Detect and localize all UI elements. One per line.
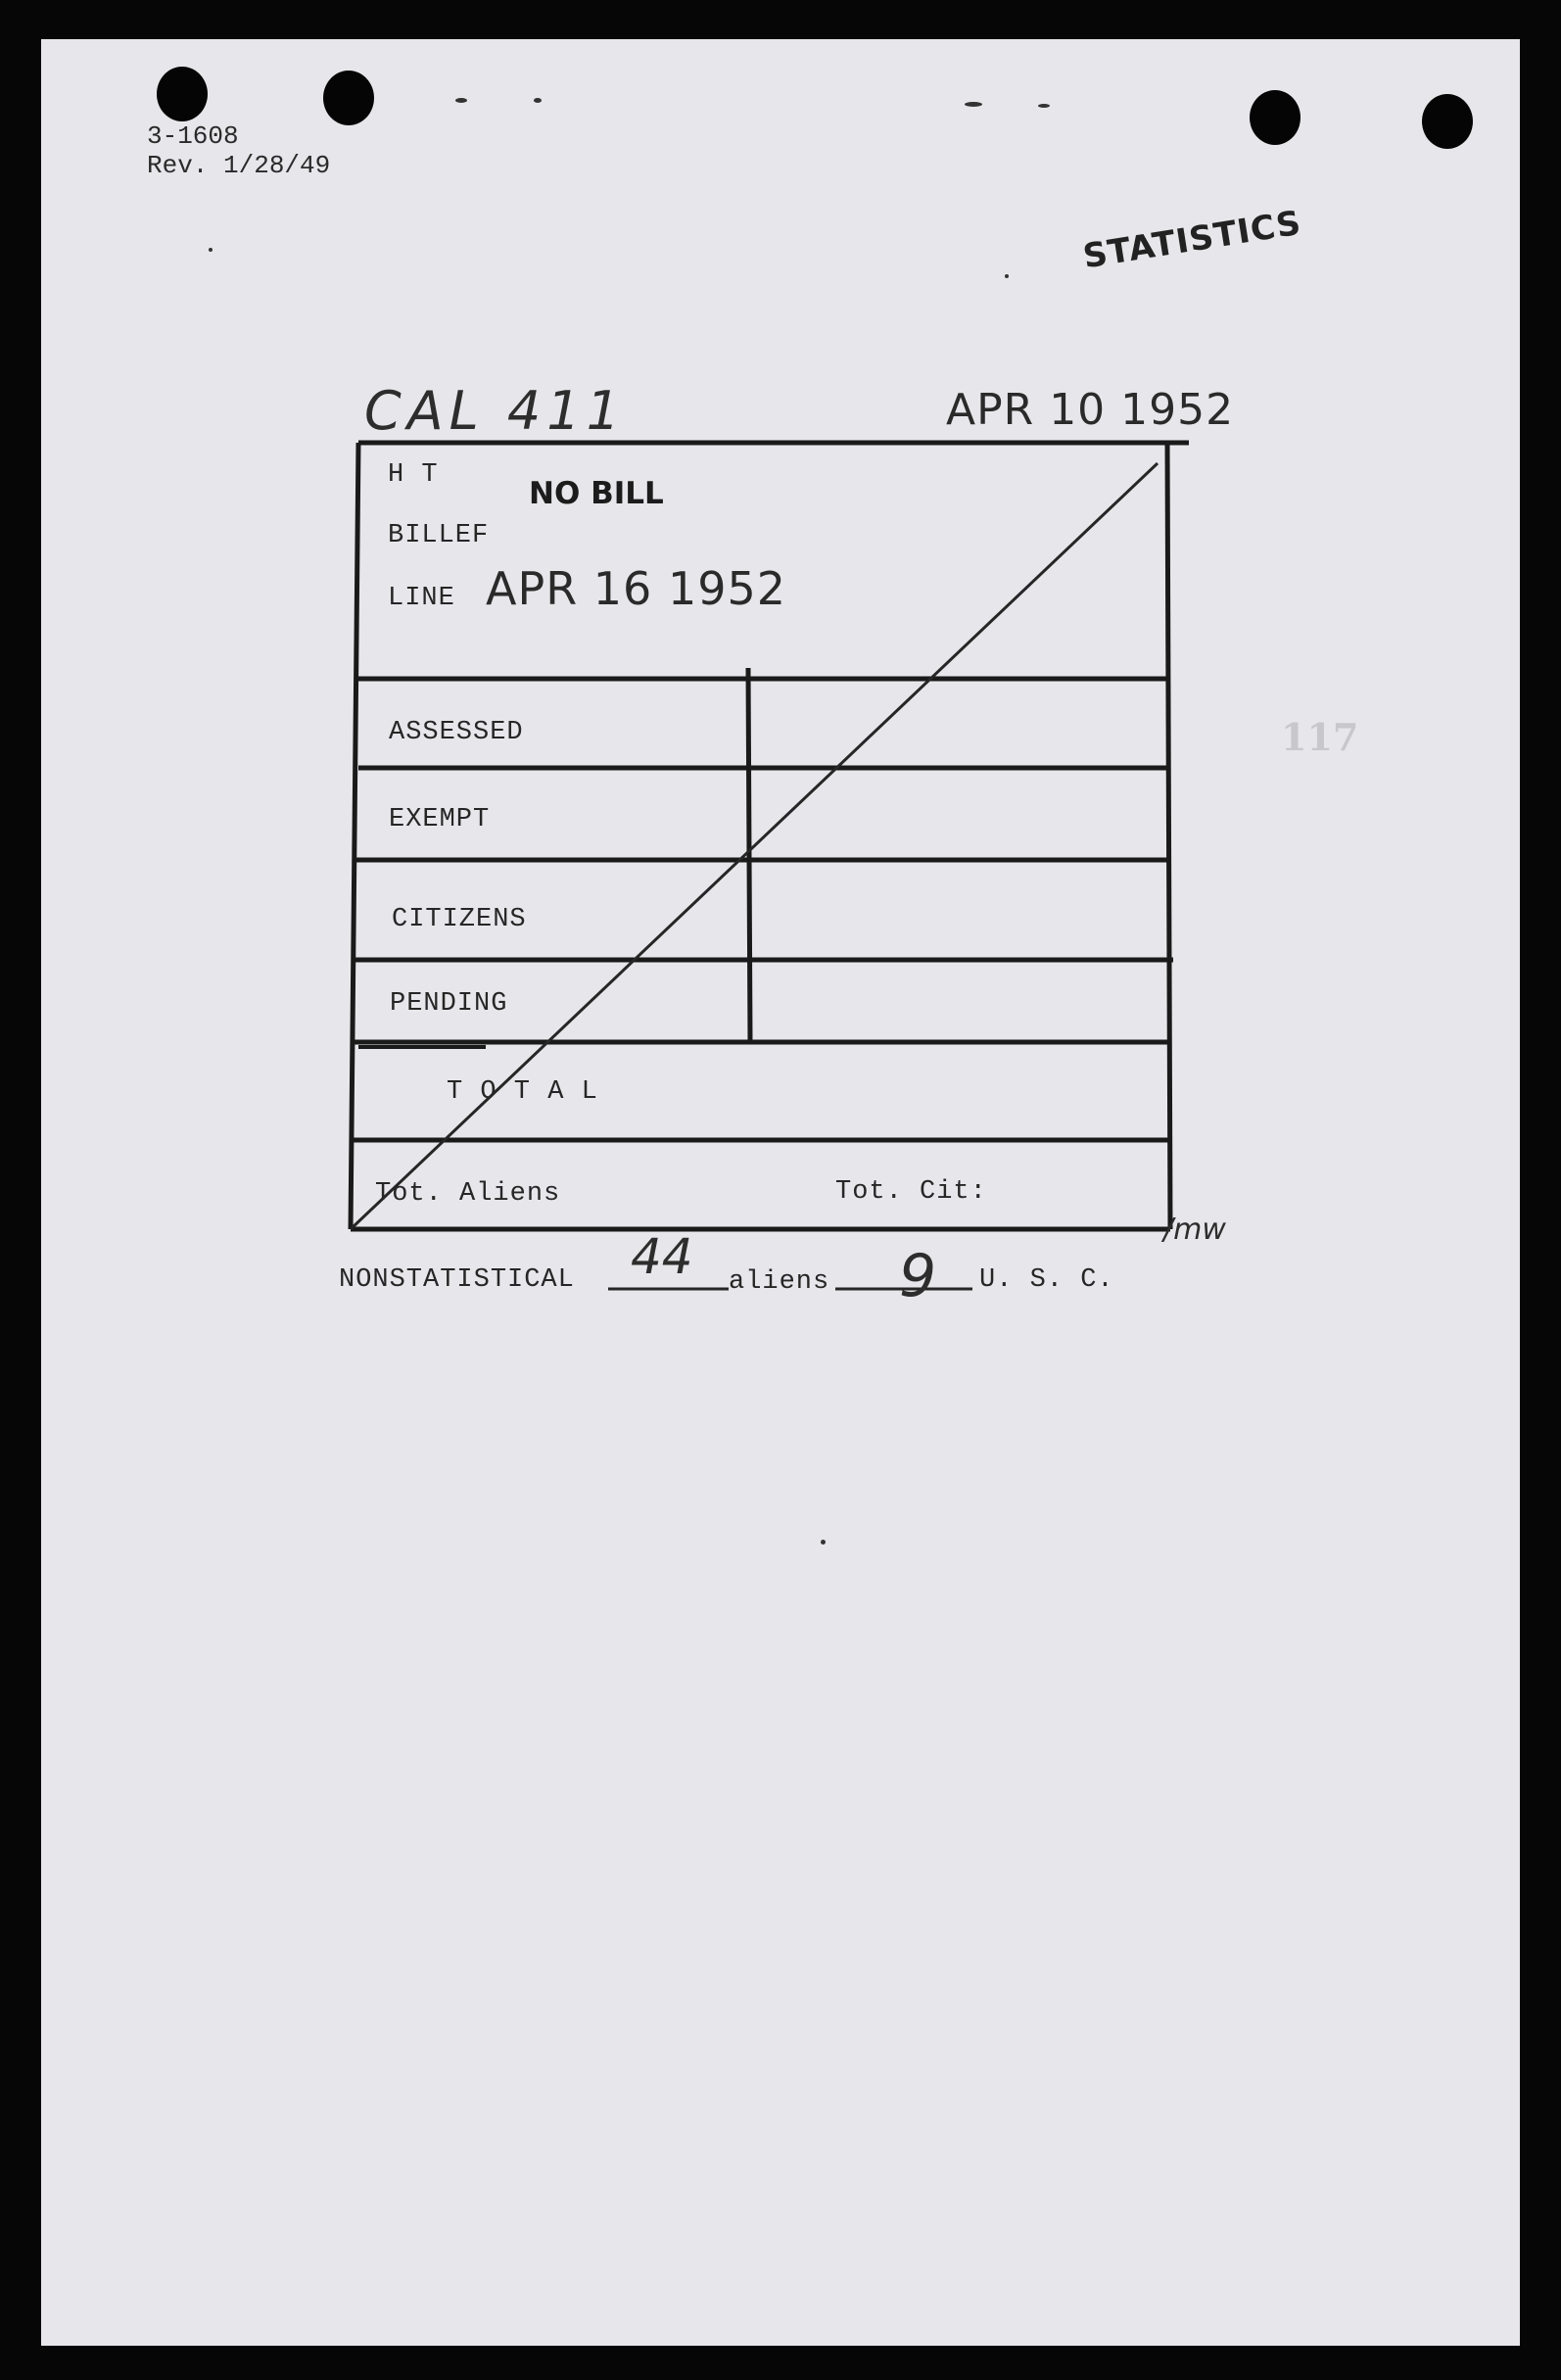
usc-label: U. S. C.: [979, 1265, 1114, 1295]
nonstatistical-label: NONSTATISTICAL: [339, 1265, 575, 1295]
tot-cit-label: Tot. Cit:: [835, 1177, 987, 1207]
row-label-assessed: ASSESSED: [389, 718, 524, 747]
row-label-exempt: EXEMPT: [389, 805, 491, 834]
received-date-stamp: APR 10 1952: [946, 385, 1235, 435]
total-label: T O T A L: [447, 1077, 598, 1107]
nonstat-usc-count: 9: [899, 1242, 937, 1310]
no-bill-stamp: NO BILL: [529, 476, 664, 511]
row-label-citizens: CITIZENS: [392, 905, 527, 934]
line-date-stamp-text: APR 16 1952: [486, 562, 787, 615]
initials-handwritten: /mw: [1163, 1213, 1226, 1247]
form-revision: Rev. 1/28/49: [147, 151, 331, 180]
line-date-stamp: [486, 562, 786, 615]
port-code-handwritten: CAL 411: [364, 380, 626, 442]
line-label: LINE: [388, 584, 455, 613]
row-label-pending: PENDING: [390, 989, 508, 1019]
statistics-stamp: STATISTICS: [1080, 203, 1304, 277]
nonstat-aliens-count: 44: [631, 1228, 693, 1285]
form-number: 3-1608: [147, 121, 239, 151]
billet-label: BILLEF: [388, 521, 490, 550]
margin-number: 117: [1281, 715, 1359, 759]
ht-label: H T: [388, 460, 439, 490]
aliens-label: aliens: [729, 1267, 830, 1297]
tot-aliens-label: Tot. Aliens: [375, 1179, 561, 1209]
